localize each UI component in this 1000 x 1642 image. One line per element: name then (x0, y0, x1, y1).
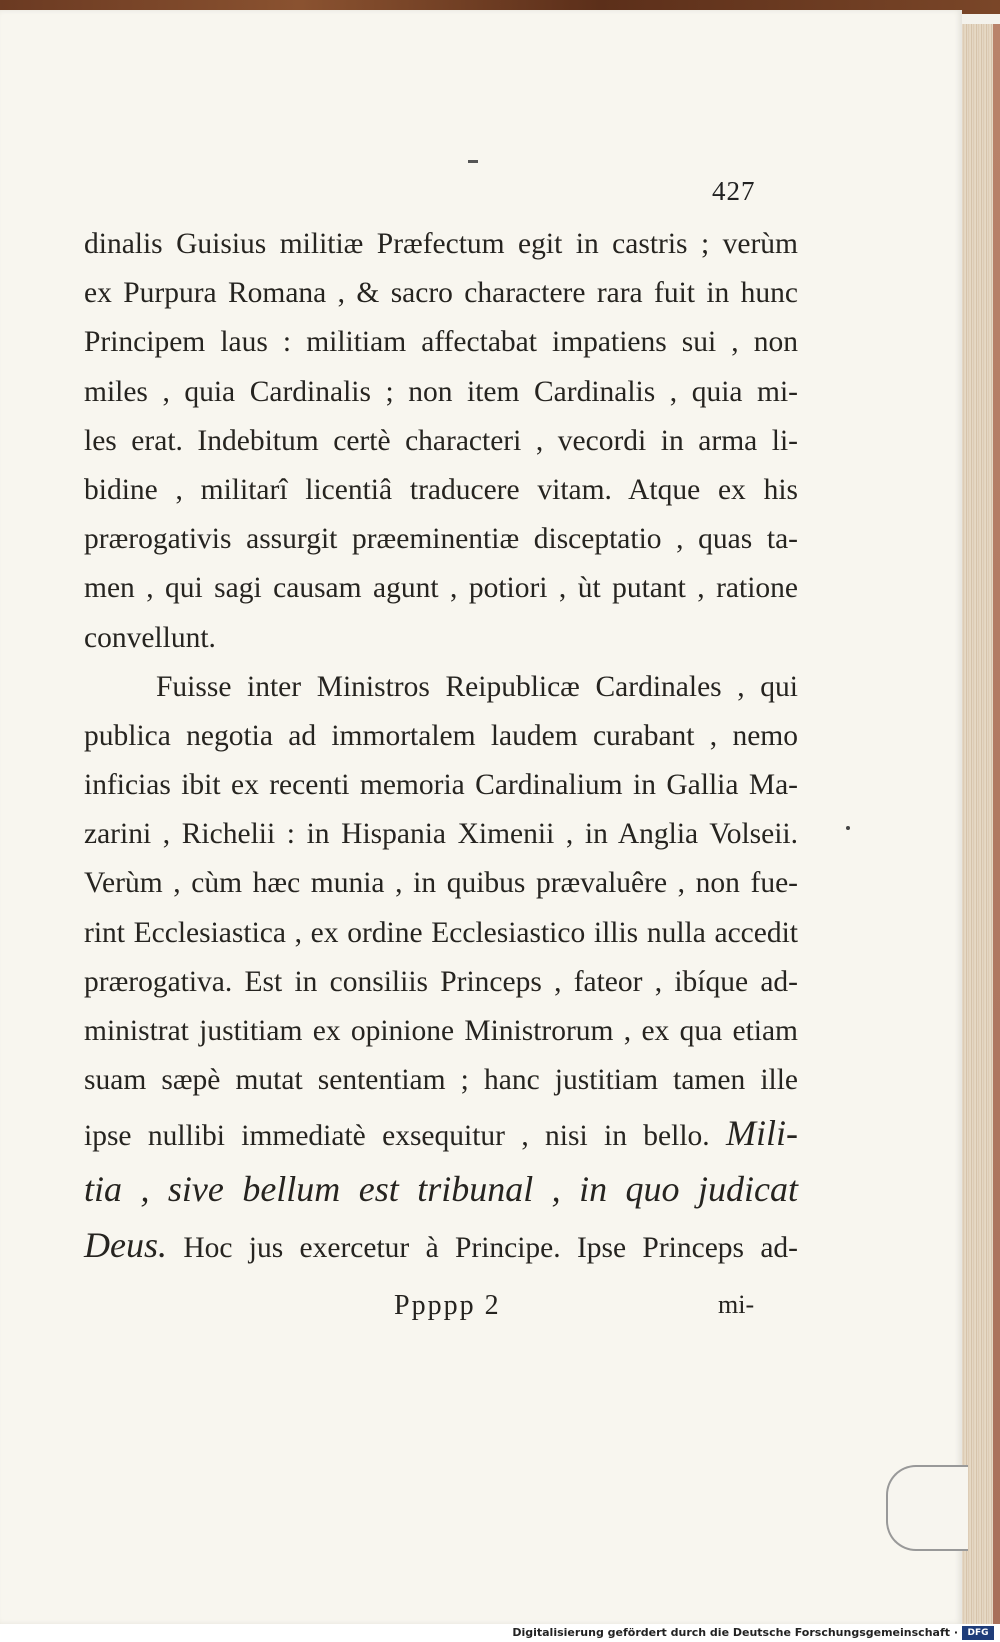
roman-text: Hoc jus exercetur à Principe. Ipse Princeps ad- (183, 1232, 799, 1265)
text-line-italic (84, 1161, 798, 1217)
text-line: suam sæpè mutat sententiam ; hanc justitiam tamen ille (84, 1064, 798, 1097)
text-line: zarini , Richelii : in Hispania Ximenii , in Anglia Volseii. (84, 818, 798, 851)
text-line: ministrat justitiam ex opinione Ministrorum , ex qua etiam (84, 1015, 798, 1047)
text-line: dinalis Guisius militiæ Præfectum egit in castris ; verùm (84, 228, 798, 260)
page-clip-mark (886, 1465, 968, 1551)
text-line: Verùm , cùm hæc munia , in quibus prævaluêre , non fue- (84, 867, 798, 900)
text-line-mixed (84, 1217, 798, 1273)
text-line: miles , quia Cardinalis ; non item Cardinalis , quia mi- (84, 375, 798, 408)
roman-text: ipse nullibi immediatè exsequitur , nisi in bello. (84, 1120, 710, 1153)
dfg-logo-icon: DFG (962, 1626, 994, 1640)
digitization-credit: Digitalisierung gefördert durch die Deutsche Forschungsgemeinschaft · (512, 1626, 958, 1639)
cover-edge (993, 24, 1000, 1624)
italic-text: Deus. (84, 1225, 167, 1266)
text-line: prærogativis assurgit præeminentiæ disceptatio , quas ta- (84, 523, 798, 556)
signature-mark: Ppppp 2 (394, 1290, 501, 1321)
body-text (84, 220, 798, 1273)
text-line: publica negotia ad immortalem laudem curabant , nemo (84, 719, 798, 752)
text-line: men , qui sagi causam agunt , potiori , ùt putant , ratione (84, 572, 798, 605)
header-dash (468, 160, 478, 163)
text-line-mixed (84, 1105, 798, 1161)
italic-text: Mili- (726, 1113, 798, 1154)
text-line: ex Purpura Romana , & sacro charactere rara fuit in hunc (84, 277, 798, 310)
catchword: mi- (718, 1290, 755, 1319)
text-line: prærogativa. Est in consiliis Princeps , fateor , ibíque ad- (84, 965, 798, 998)
italic-text: tia , sive bellum est tribunal , in quo judicat (84, 1169, 798, 1210)
text-line: convellunt. (84, 621, 216, 654)
text-line: inficias ibit ex recenti memoria Cardinalium in Gallia Ma- (84, 769, 798, 802)
text-line: Principem laus : militiam affectabat impatiens sui , non (84, 326, 798, 359)
text-line: rint Ecclesiastica , ex ordine Ecclesiastico illis nulla accedit (84, 916, 798, 949)
ink-speck (846, 826, 850, 830)
text-line: les erat. Indebitum certè characteri , vecordi in arma li- (84, 424, 798, 457)
page-number: 427 (712, 176, 756, 206)
paragraph-start-line: Fuisse inter Ministros Reipublicæ Cardinales , qui (156, 670, 798, 703)
text-line: bidine , militarî licentiâ traducere vitam. Atque ex his (84, 473, 798, 506)
